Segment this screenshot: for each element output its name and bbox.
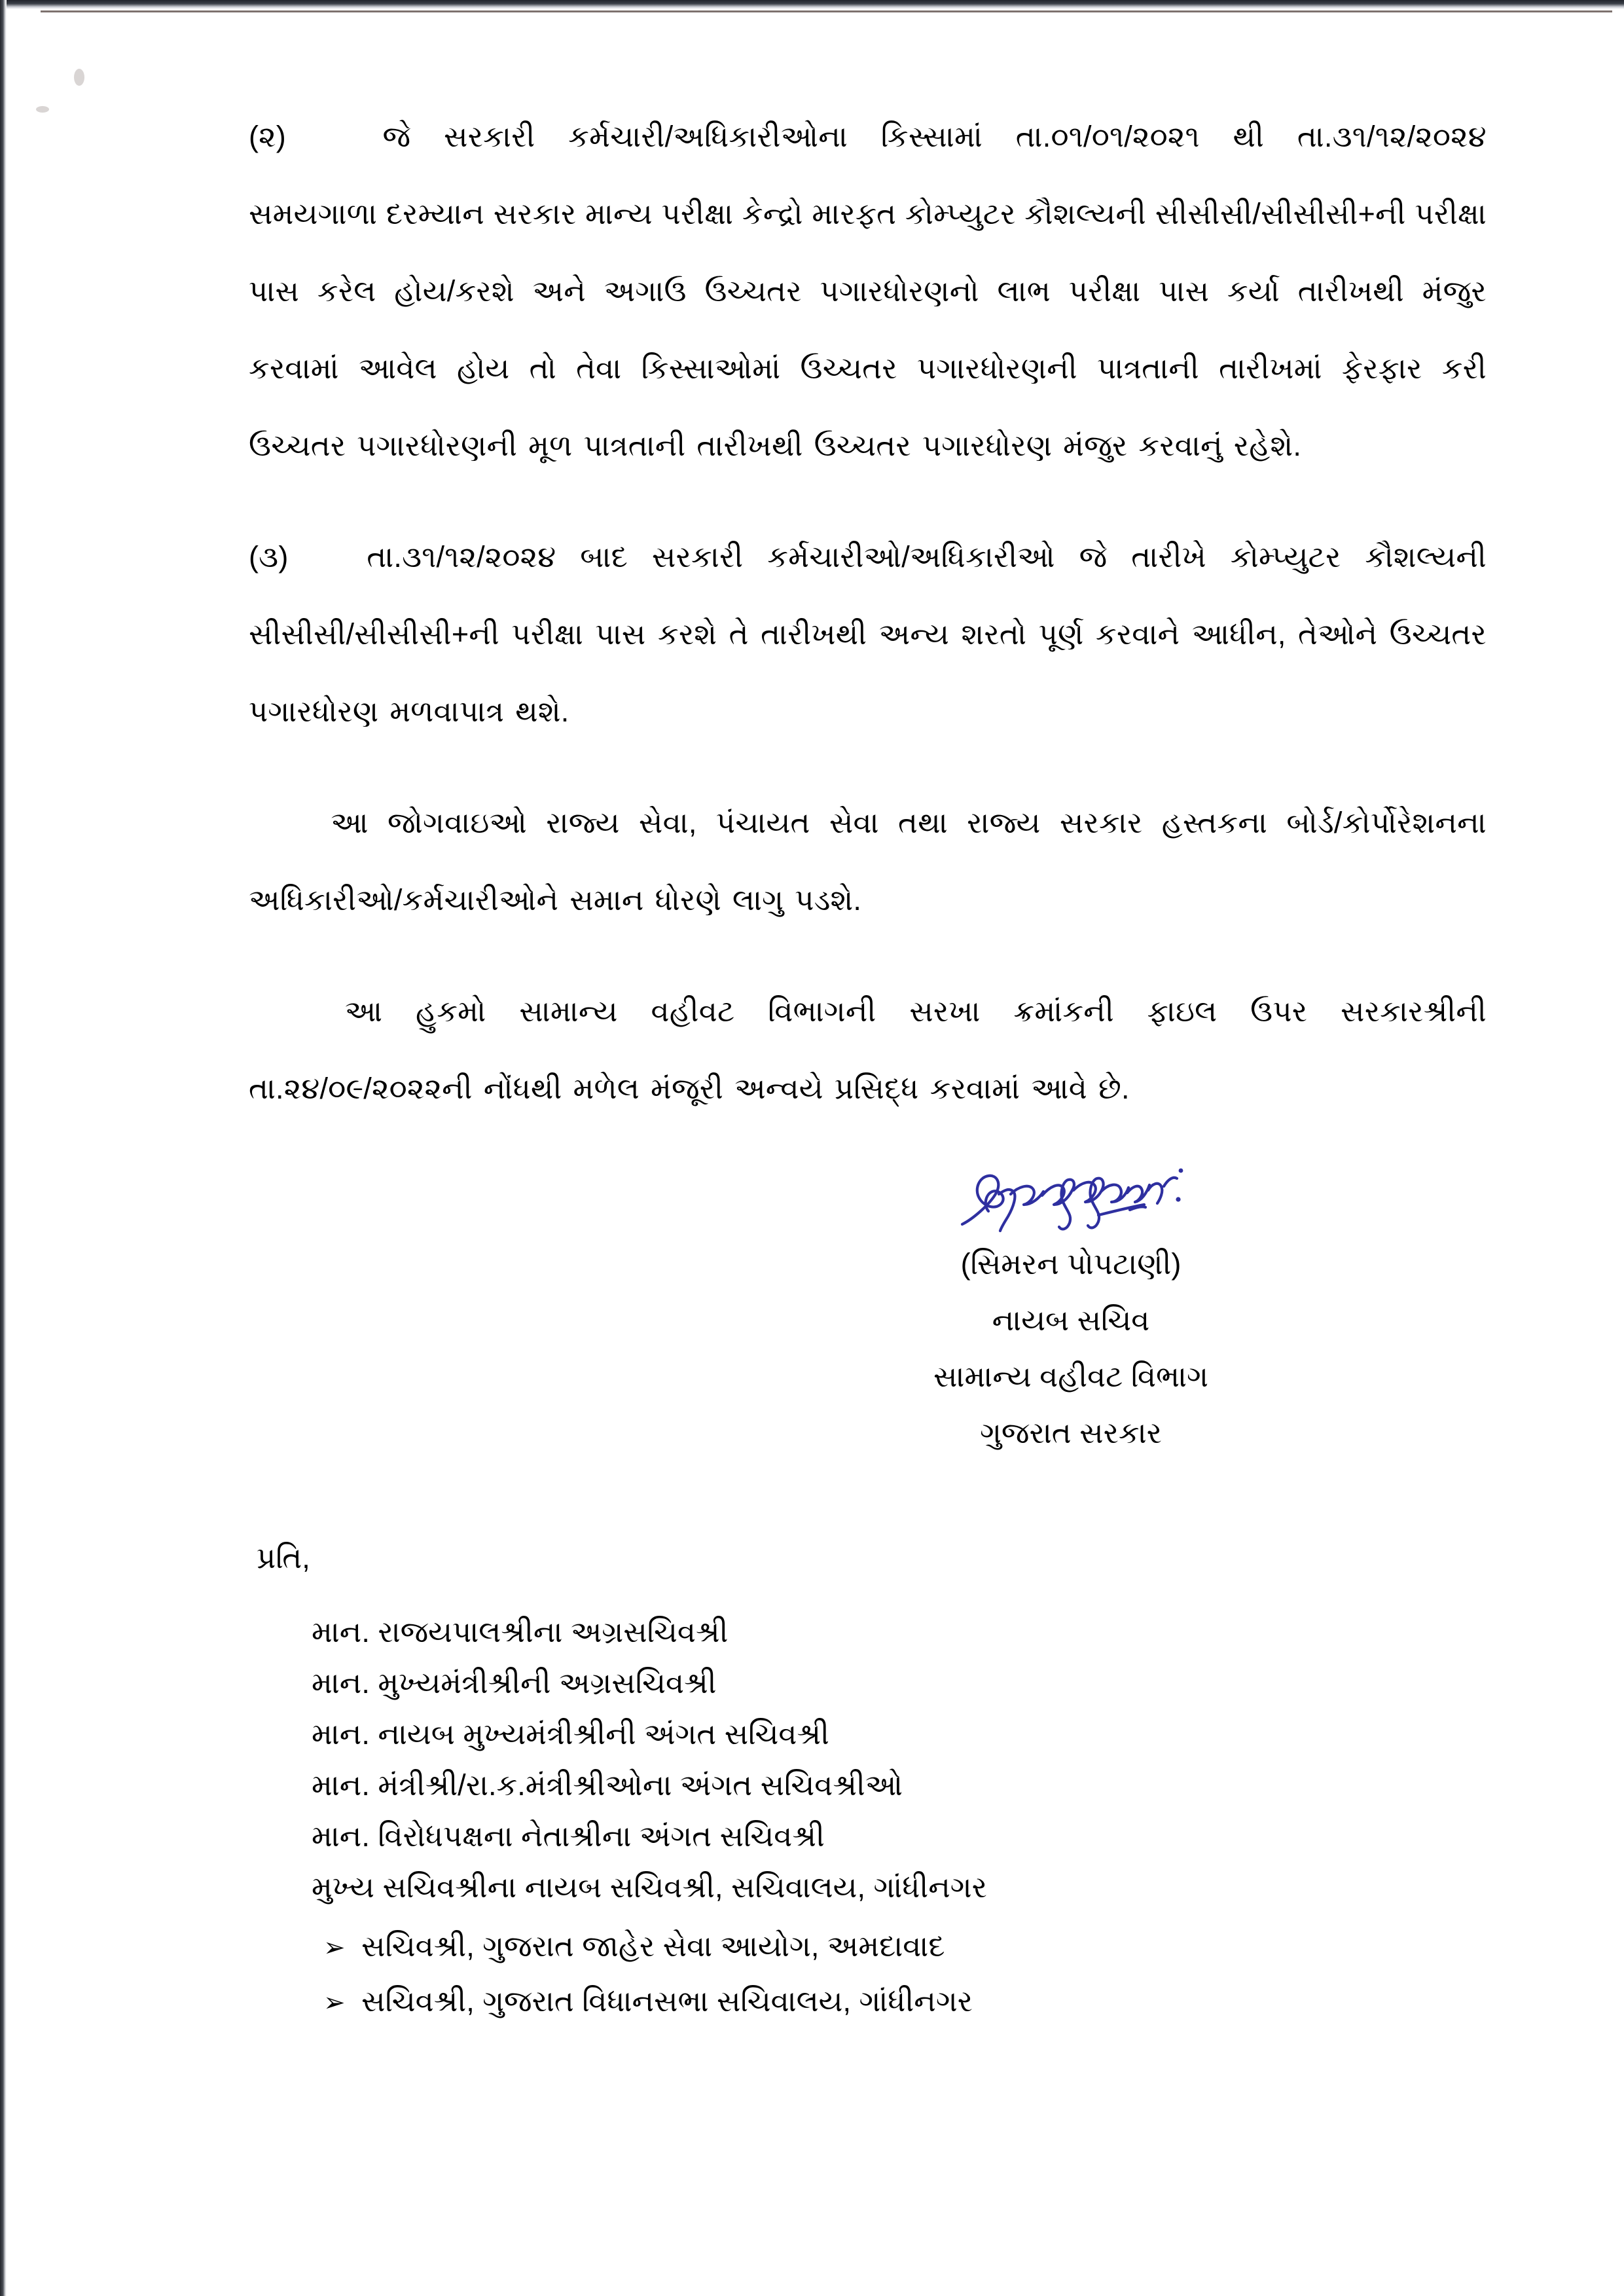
word: વિભાગની — [768, 994, 876, 1028]
word: ઉચ્ચતર — [1389, 617, 1487, 651]
signatory-department: સામાન્ય વહીવટ વિભાગ — [933, 1360, 1208, 1393]
word: પરીક્ષા — [1415, 197, 1487, 230]
word: આવે — [1031, 1072, 1087, 1105]
word: સરકારશ્રીની — [1341, 994, 1487, 1028]
word: રાજ્ય — [546, 806, 620, 839]
clause-3-paragraph — [249, 519, 1487, 750]
word: સરકાર — [1059, 806, 1143, 839]
word: સમયગાળા — [249, 197, 378, 230]
word: કિસ્સામાં — [880, 120, 983, 153]
recipient-bullet-label: સચિવશ્રી, ગુજરાત જાહેર સેવા આયોગ, અમદાવાદ — [361, 1929, 945, 1963]
word: ઉપર — [1250, 994, 1308, 1028]
word: શરતો — [961, 617, 1027, 651]
sanction-paragraph — [249, 973, 1487, 1127]
word: કિસ્સાઓમાં — [641, 352, 781, 385]
first-line-indent — [249, 973, 312, 1050]
word: તારીખમાં — [1219, 352, 1322, 385]
word: તારીખે — [1131, 540, 1206, 574]
word: પંચાયત — [715, 806, 810, 839]
first-line-indent — [249, 784, 312, 862]
word: સમાન — [569, 883, 644, 917]
word: ફેરફાર — [1341, 352, 1422, 385]
exam-name: સીસીસી/સીસીસી+ની — [1155, 197, 1406, 230]
word: હુકમો — [416, 994, 486, 1028]
word: રાજ્ય — [967, 806, 1041, 839]
word: સરકારી — [443, 120, 535, 153]
word: સરખા — [909, 994, 981, 1028]
recipient-item: માન. વિરોધપક્ષના નેતાશ્રીના અંગત સચિવશ્રી — [312, 1819, 825, 1853]
word: કોમ્પ્યુટર — [1230, 540, 1341, 574]
word: તો — [529, 352, 556, 385]
word: ઉચ્ચતર — [249, 429, 346, 462]
word: સેવા, — [638, 806, 697, 839]
word: જે — [1079, 540, 1108, 574]
word: બાદ — [580, 540, 628, 574]
word: કરવામાં — [929, 1072, 1020, 1105]
word: ક્રમાંકની — [1013, 994, 1114, 1028]
word: કરી — [1441, 352, 1487, 385]
word: પૂર્ણ — [1038, 617, 1084, 651]
word: મળેલ — [573, 1072, 640, 1105]
word: કૌશલ્યની — [1365, 540, 1487, 574]
text-line — [249, 175, 1487, 253]
recipient-item: માન. મંત્રીશ્રી/રા.ક.મંત્રીશ્રીઓના અંગત સચિવશ્રીઓ — [312, 1768, 903, 1802]
word: આવેલ — [358, 352, 437, 385]
word: ઉચ્ચતર — [814, 429, 911, 462]
text-line — [249, 253, 1487, 330]
exam-name: સીસીસી/સીસીસી+ની — [249, 617, 499, 651]
word: ઉચ્ચતર — [704, 274, 802, 308]
recipient-item: માન. રાજયપાલશ્રીના અગ્રસચિવશ્રી — [312, 1615, 729, 1649]
word: પાસ — [249, 274, 300, 308]
word: તારીખથી — [1297, 274, 1404, 308]
word: અને — [532, 274, 586, 308]
text-line — [249, 407, 1487, 484]
word: બોર્ડ/કોર્પોરેશનના — [1286, 806, 1487, 839]
word: પાસ — [595, 617, 646, 651]
word: લાગુ — [732, 883, 784, 917]
word: પાસ — [1159, 274, 1210, 308]
word: તથા — [898, 806, 948, 839]
clause-3-marker: (૩) — [249, 540, 289, 574]
clause-2-paragraph — [249, 98, 1487, 484]
word: પરીક્ષા — [1068, 274, 1141, 308]
text-line — [249, 673, 1487, 750]
text-line — [249, 973, 1487, 1050]
marker-gap — [319, 98, 350, 175]
arrow-bullet-icon: ➢ — [323, 1933, 346, 1962]
text-line — [249, 330, 1487, 407]
applicability-paragraph — [249, 784, 1487, 939]
recipients-list — [312, 1607, 1487, 2030]
word: વહીવટ — [651, 994, 735, 1028]
word: પગારધોરણ — [922, 429, 1053, 462]
arrow-bullet-icon: ➢ — [323, 1988, 346, 2017]
word: કરવાનું — [1138, 429, 1223, 462]
word: આધીન, — [1191, 617, 1286, 651]
word: આ — [331, 806, 369, 839]
word: રહેશે. — [1233, 429, 1302, 462]
word: પાત્રતાની — [583, 429, 686, 462]
word: આ — [344, 994, 383, 1028]
word: અધિકારીઓ/કર્મચારીઓને — [249, 883, 559, 917]
word: પગારધોરણનો — [820, 274, 979, 308]
word: પગારધોરણની — [916, 352, 1077, 385]
word: માન્ય — [585, 197, 653, 230]
date-reference: તા.૩૧/૧૨/૨૦૨૪ — [367, 540, 556, 574]
signatory-designation: નાયબ સચિવ — [992, 1303, 1150, 1337]
word: તારીખથી — [696, 429, 803, 462]
word: હોય/કરશે — [394, 274, 514, 308]
word: પડશે. — [795, 883, 862, 917]
word: પાત્રતાની — [1096, 352, 1199, 385]
word: હસ્તકના — [1161, 806, 1268, 839]
word: કેન્દ્રો — [742, 197, 803, 230]
word: કરેલ — [317, 274, 376, 308]
word: જોગવાઇઓ — [388, 806, 527, 839]
recipients-heading: પ્રતિ, — [257, 1541, 310, 1575]
recipient-item: માન. મુખ્યમંત્રીશ્રીની અગ્રસચિવશ્રી — [312, 1666, 717, 1700]
recipient-item: મુખ્ય સચિવશ્રીના નાયબ સચિવશ્રી, સચિવાલય, ગાંધીનગર — [312, 1870, 987, 1904]
recipient-item: માન. નાયબ મુખ્યમંત્રીશ્રીની અંગત સચિવશ્રી — [312, 1717, 829, 1751]
word: જે — [382, 120, 411, 153]
word: ઉચ્ચતર — [800, 352, 897, 385]
sanction-date: તા.૨૪/૦૯/૨૦૨૨ની — [249, 1072, 473, 1105]
word: અન્વયે — [734, 1072, 823, 1105]
recipient-bullet-item — [323, 1975, 1487, 2030]
recipient-bullet-item — [323, 1920, 1487, 1975]
word: તેઓને — [1298, 617, 1378, 651]
word: કર્મચારીઓ/અધિકારીઓ — [767, 540, 1055, 574]
date-start: તા.૦૧/૦૧/૨૦૨૧ — [1015, 120, 1200, 153]
word: સેવા — [829, 806, 879, 839]
word: મંજુર — [1422, 274, 1487, 308]
word: અન્ય — [878, 617, 950, 651]
word: નોંધથી — [483, 1072, 562, 1105]
word: કર્મચારી/અધિકારીઓના — [568, 120, 848, 153]
word: લાભ — [997, 274, 1051, 308]
word: કરશે — [657, 617, 717, 651]
text-line — [249, 519, 1487, 596]
word: પ્રસિદ્ધ — [834, 1072, 919, 1105]
word: સરકારી — [651, 540, 744, 574]
word: છે. — [1098, 1072, 1130, 1105]
signature-block — [695, 1161, 1447, 1461]
word: પગારધોરણની — [357, 429, 518, 462]
text-line — [249, 784, 1487, 862]
clause-2-marker: (૨) — [249, 120, 286, 153]
word: મળવાપાત્ર — [389, 695, 505, 728]
word: અગાઉ — [604, 274, 687, 308]
word: મારફત — [812, 197, 897, 230]
word: કરવાને — [1095, 617, 1180, 651]
text-line — [249, 1050, 1487, 1127]
word: કોમ્પ્યુટર — [905, 197, 1016, 230]
word: દરમ્યાન — [386, 197, 484, 230]
word: કરવામાં — [249, 352, 339, 385]
word: સામાન્ય — [519, 994, 618, 1028]
word: તારીખથી — [761, 617, 867, 651]
text-line — [249, 862, 1487, 939]
word: કૌશલ્યની — [1024, 197, 1146, 230]
word: પરીક્ષા — [511, 617, 583, 651]
word: મંજૂરી — [651, 1072, 724, 1105]
recipients-bullet-list — [323, 1920, 1487, 2030]
text-line — [249, 98, 1487, 175]
word: ધોરણે — [655, 883, 721, 917]
text-line — [249, 596, 1487, 673]
word: મૂળ — [528, 429, 573, 462]
word: ફાઇલ — [1147, 994, 1218, 1028]
word: પગારધોરણ — [249, 695, 379, 728]
handwritten-signature-icon — [695, 1161, 1447, 1240]
word: સરકાર — [493, 197, 577, 230]
signatory-government: ગુજરાત સરકાર — [980, 1416, 1162, 1449]
word: તે — [729, 617, 749, 651]
word: તેવા — [576, 352, 622, 385]
date-end: તા.૩૧/૧૨/૨૦૨૪ — [1297, 120, 1487, 153]
word: થી — [1233, 120, 1265, 153]
word: થશે. — [515, 695, 569, 728]
recipient-bullet-label: સચિવશ્રી, ગુજરાત વિધાનસભા સચિવાલય, ગાંધીનગર — [361, 1984, 973, 2018]
word: કર્યા — [1227, 274, 1280, 308]
word: મંજુર — [1063, 429, 1128, 462]
marker-gap — [312, 519, 342, 596]
word: હોય — [456, 352, 510, 385]
word: પરીક્ષા — [661, 197, 734, 230]
signatory-name: (સિમરન પોપટાણી) — [960, 1247, 1182, 1281]
